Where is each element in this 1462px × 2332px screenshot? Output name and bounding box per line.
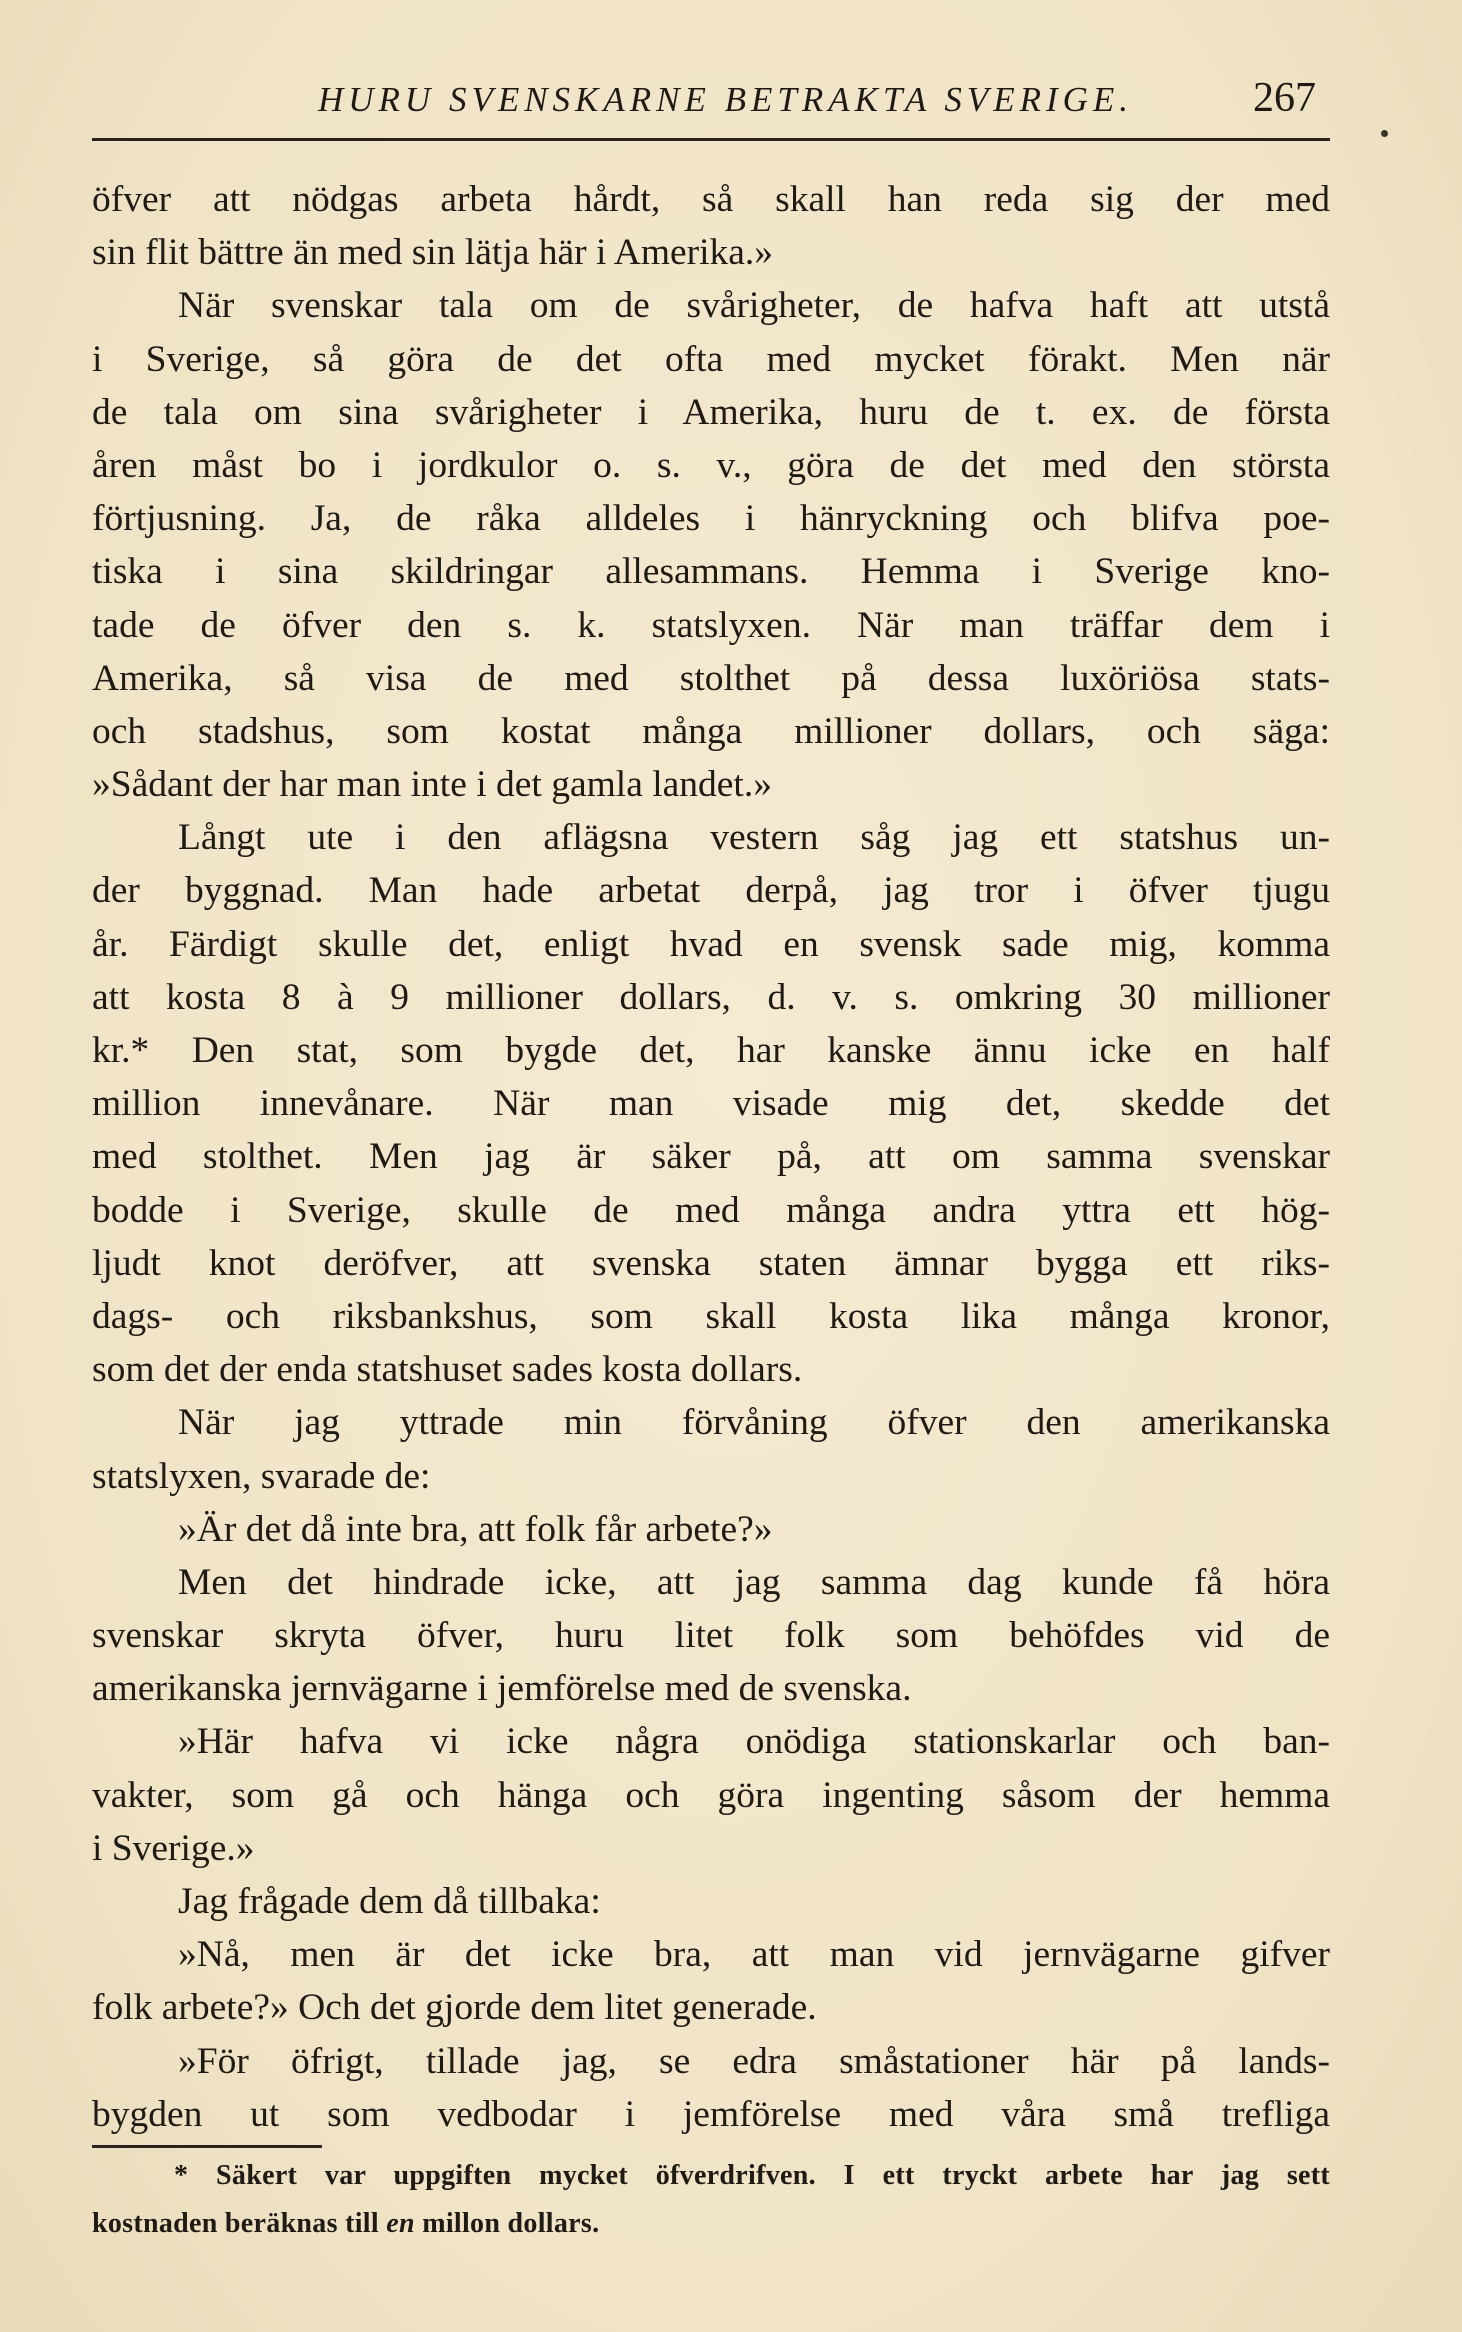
text-line: bygden ut som vedbodar i jemförelse med våra små trefliga xyxy=(92,2093,1330,2135)
text-line: i Sverige, så göra de det ofta med mycket förakt. Men när xyxy=(92,338,1330,380)
text-line: år. Färdigt skulle det, enligt hvad en svensk sade mig, komma xyxy=(92,923,1330,965)
text-line: att kosta 8 à 9 millioner dollars, d. v. s. omkring 30 millioner xyxy=(92,976,1330,1018)
text-line: million innevånare. När man visade mig det, skedde det xyxy=(92,1083,1330,1125)
text-line: »Nå, men är det icke bra, att man vid jernvägarne gifver xyxy=(178,1934,1330,1976)
footnote-line xyxy=(92,2200,1330,2248)
footnote-line: * Säkert var uppgiften mycket öfverdrifven. I ett tryckt arbete har jag sett xyxy=(174,2160,1330,2191)
text-line: kr.* Den stat, som bygde det, har kanske ännu icke en half xyxy=(92,1030,1330,1071)
text-line: med stolthet. Men jag är säker på, att om samma svenskar xyxy=(92,1136,1330,1178)
text-line: »Här hafva vi icke några onödiga stationskarlar och ban- xyxy=(178,1721,1330,1763)
text-line: de tala om sina svårigheter i Amerika, huru de t. ex. de första xyxy=(92,391,1330,433)
text-line: öfver att nödgas arbeta hårdt, så skall han reda sig der med xyxy=(92,179,1330,220)
text-line: tiska i sina skildringar allesammans. Hemma i Sverige kno- xyxy=(92,551,1330,593)
text-line: Jag frågade dem då tillbaka: xyxy=(178,1881,601,1922)
footnote-rule xyxy=(92,2145,322,2148)
text-line: bodde i Sverige, skulle de med många andra yttra ett hög- xyxy=(92,1189,1330,1231)
text-line: »Sådant der har man inte i det gamla landet.» xyxy=(92,764,772,806)
text-line: der byggnad. Man hade arbetat derpå, jag tror i öfver tjugu xyxy=(92,870,1330,912)
text-line: »Är det då inte bra, att folk får arbete?» xyxy=(178,1508,773,1550)
text-line: vakter, som gå och hänga och göra ingenting såsom der hemma xyxy=(92,1774,1330,1816)
text-line: Amerika, så visa de med stolthet på dessa luxöriösa stats- xyxy=(92,657,1330,699)
text-line: som det der enda statshuset sades kosta dollars. xyxy=(92,1349,803,1391)
footnote-text: kostnaden beräknas till xyxy=(92,2208,387,2239)
text-line: folk arbete?» Och det gjorde dem litet generade. xyxy=(92,1987,817,2029)
text-line: statslyxen, svarade de: xyxy=(92,1455,431,1497)
footnote xyxy=(92,2152,1330,2248)
text-line: Långt ute i den aflägsna vestern såg jag ett statshus un- xyxy=(178,817,1330,859)
ink-speck xyxy=(1381,130,1388,137)
page-number: 267 xyxy=(1253,75,1316,121)
text-line: dags- och riksbankshus, som skall kosta lika många kronor, xyxy=(92,1295,1330,1337)
text-line: förtjusning. Ja, de råka alldeles i hänryckning och blifva poe- xyxy=(92,498,1330,540)
footnote-emphasis: en xyxy=(386,2208,415,2239)
body-text xyxy=(92,173,1330,2141)
text-line: och stadshus, som kostat många millioner dollars, och säga: xyxy=(92,710,1330,752)
text-line: »För öfrigt, tillade jag, se edra småstationer här på lands- xyxy=(178,2040,1330,2082)
running-head xyxy=(0,70,1462,130)
text-line: ljudt knot deröfver, att svenska staten ämnar bygga ett riks- xyxy=(92,1242,1330,1284)
footnote-text: millon dollars. xyxy=(414,2208,600,2239)
text-line: åren måst bo i jordkulor o. s. v., göra de det med den största xyxy=(92,444,1330,486)
text-line: Men det hindrade icke, att jag samma dag kunde få höra xyxy=(178,1561,1330,1603)
header-rule xyxy=(92,138,1330,141)
text-line: svenskar skryta öfver, huru litet folk som behöfdes vid de xyxy=(92,1615,1330,1657)
text-line: När jag yttrade min förvåning öfver den amerikanska xyxy=(178,1402,1330,1444)
text-line: När svenskar tala om de svårigheter, de hafva haft att utstå xyxy=(178,285,1330,327)
running-title: HURU SVENSKARNE BETRAKTA SVERIGE. xyxy=(318,80,1134,119)
text-line: amerikanska jernvägarne i jemförelse med de svenska. xyxy=(92,1668,912,1710)
text-line: tade de öfver den s. k. statslyxen. När man träffar dem i xyxy=(92,604,1330,646)
text-line: i Sverige.» xyxy=(92,1827,255,1869)
text-line: sin flit bättre än med sin lätja här i Amerika.» xyxy=(92,232,774,274)
